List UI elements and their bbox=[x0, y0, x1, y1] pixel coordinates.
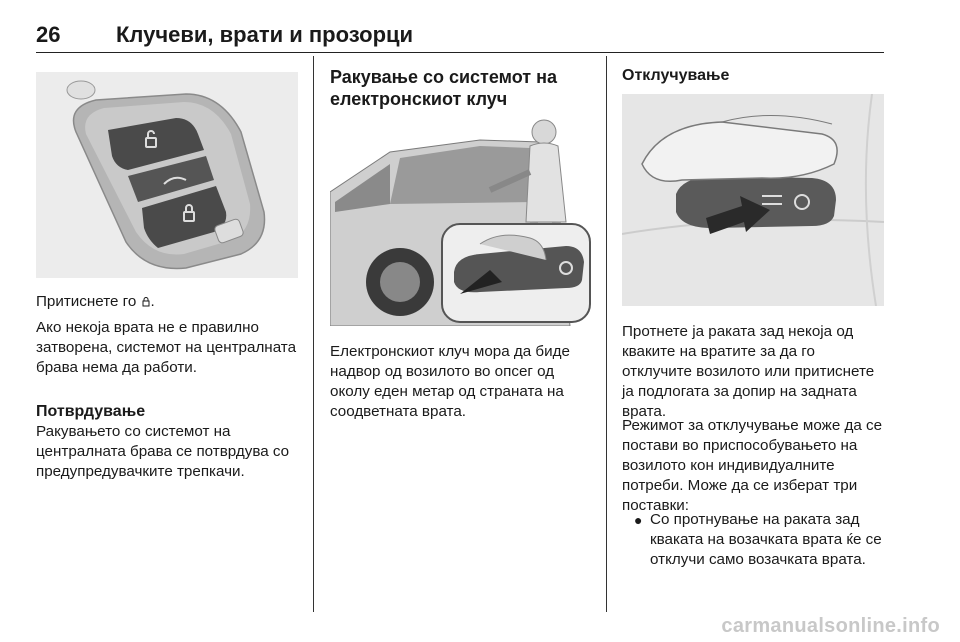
column-divider bbox=[606, 56, 607, 612]
page-header bbox=[36, 18, 884, 53]
chapter-title: Клучеви, врати и прозорци bbox=[116, 22, 414, 47]
lock-icon bbox=[142, 297, 150, 307]
paragraph: Ракувањето со системот на централната брава се потврдува со предупредувачките трепкачи. bbox=[36, 423, 290, 480]
column-3 bbox=[622, 56, 884, 614]
watermark: carmanualsonline.info bbox=[721, 615, 940, 637]
paragraph: Електронскиот клуч мора да биде надвор од возилото во опсег од околу еден метар од страната на соодветната врата. bbox=[330, 343, 570, 420]
paragraph: Ако некоја врата не е правилно затворена, системот на централната брава нема да работи. bbox=[36, 319, 297, 376]
door-handle-illustration bbox=[622, 94, 884, 306]
electronic-key-figure bbox=[330, 112, 592, 326]
section-heading: Потврдување bbox=[36, 403, 146, 420]
unlock-figure bbox=[622, 94, 884, 306]
column-1 bbox=[36, 56, 298, 614]
paragraph: Режимот за отклучување може да се постави во приспособувањето на возилото кон индивидуалните потреби. Може да се изберат три поставки: bbox=[622, 417, 883, 514]
column-divider bbox=[313, 56, 314, 612]
press-text: Притиснете го bbox=[36, 293, 137, 310]
press-instruction bbox=[36, 292, 298, 312]
car-door-illustration bbox=[330, 112, 592, 326]
section-heading: Ракување со системот на електронскиот клуч bbox=[330, 67, 557, 109]
key-fob-illustration bbox=[36, 72, 298, 278]
press-suffix: . bbox=[150, 293, 155, 310]
column-2 bbox=[330, 56, 592, 614]
paragraph: Протнете ја раката зад некоја од кваките на вратите за да го отклучите возилото или притиснете ја подлогата за допир на задната врата. bbox=[622, 323, 875, 420]
bullet-text: Со протнување на раката зад кваката на возачката врата ќе се отклучи само возачката врата. bbox=[650, 511, 882, 568]
key-fob-figure bbox=[36, 72, 298, 278]
section-heading: Отклучување bbox=[622, 67, 730, 84]
bullet-dot: ● bbox=[634, 512, 643, 528]
page-number: 26 bbox=[36, 22, 61, 47]
